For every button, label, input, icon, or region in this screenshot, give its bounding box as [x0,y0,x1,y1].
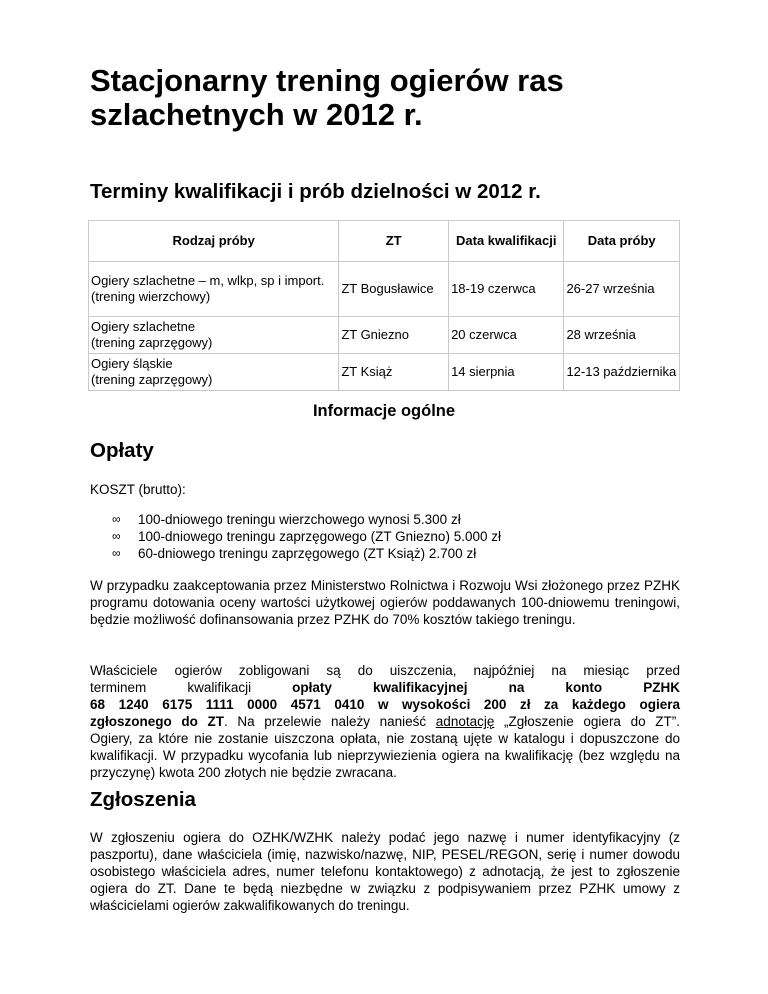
section-heading-oplaty: Opłaty [90,439,154,462]
cell-line: (trening wierzchowy) [91,289,211,304]
column-header-data-kwalifikacji: Data kwalifikacji [449,221,564,262]
cell-rodzaj [89,262,339,317]
table-header-row [89,221,680,262]
cell-rodzaj [89,354,339,391]
underlined-text: adnotację [435,714,495,729]
infinity-bullet-icon: ∞ [112,529,121,543]
table-row [89,354,680,391]
oplata-paragraph [90,662,680,781]
cell-zt: ZT Bogusławice [339,262,449,317]
cell-line: Ogiery śląskie [91,356,173,371]
cell-zt: ZT Książ [339,354,449,391]
cell-data-proby: 26-27 września [564,262,680,317]
column-header-zt: ZT [339,221,449,262]
info-heading: Informacje ogólne [312,402,456,420]
zgloszenia-paragraph: W zgłoszeniu ogiera do OZHK/WZHK należy podać jego nazwę i numer identyfikacyjny (z paszportu), dane właściciela (imię, nazwisko/nazwę, NIP, PESEL/REGON, serię i numer dowodu osobistego właściciela adres, numer telefonu kontaktowego) z adnotacją, że jest to zgłoszenie ogiera do ZT. Dane te będą niezbędne w związku z podpisywaniem przez PZHK umowy z właścicielami ogierów zakwalifikowanych do treningu. [90,830,680,913]
list-item [112,511,501,528]
line-text: terminem kwalifikacji [90,680,252,695]
section-heading-zgloszenia: Zgłoszenia [90,788,196,811]
cell-line: (trening zaprzęgowy) [91,335,213,350]
cell-data-kwalifikacji: 14 sierpnia [449,354,564,391]
cost-list [112,511,501,562]
document-title: Stacjonarny trening ogierów ras szlachetnych w 2012 r. [90,63,564,132]
column-header-data-proby: Data próby [564,221,680,262]
paragraph-line [90,679,680,696]
cell-data-proby: 12-13 października [564,354,680,391]
table-row [89,317,680,354]
list-item-text: 60-dniowego treningu zaprzęgowego (ZT Książ) 2.700 zł [138,546,477,561]
cell-line: Ogiery szlachetne [91,319,196,334]
paragraph-line [90,713,680,730]
column-header-rodzaj: Rodzaj próby [89,221,339,262]
infinity-bullet-icon: ∞ [112,512,121,526]
line-text: „Zgłoszenie ogiera do ZT”. [504,714,680,729]
list-item [112,528,501,545]
line-text: . Na przelewie należy nanieść [224,714,427,729]
cell-data-proby: 28 września [564,317,680,354]
cell-line: (trening zaprzęgowy) [91,372,213,387]
bank-account-line: 68 1240 6175 1111 0000 4571 0410 w wysokości 200 zł za każdego ogiera [90,697,680,712]
koszt-label: KOSZT (brutto): [90,482,186,497]
list-item-text: 100-dniowego treningu wierzchowego wynosi 5.300 zł [138,512,461,527]
schedule-table [88,220,680,391]
list-item [112,545,501,562]
list-item-text: 100-dniowego treningu zaprzęgowego (ZT Gniezno) 5.000 zł [138,529,501,544]
paragraph-rest: Ogiery, za które nie zostanie uiszczona opłata, nie zostaną ujęte w katalogu i dopuszczone do kwalifikacji. W przypadku wycofania lub nieprzywiezienia ogiera na kwalifikację (bez względu na przyczynę) kwota 200 złotych nie będzie zwracana. [90,731,680,780]
dofinansowanie-paragraph: W przypadku zaakceptowania przez Ministerstwo Rolnictwa i Rozwoju Wsi złożonego przez PZHK programu dotowania oceny wartości użytkowej ogierów poddawanych 100-dniowemu treningowi, będzie możliwość dofinansowania przez PZHK do 70% kosztów takiego treningu. [90,578,680,627]
line-bold-text: zgłoszonego do ZT [90,714,225,729]
line-bold-text: opłaty kwalifikacyjnej na konto PZHK [292,680,680,695]
cell-rodzaj [89,317,339,354]
cell-data-kwalifikacji: 18-19 czerwca [449,262,564,317]
infinity-bullet-icon: ∞ [112,546,121,560]
cell-data-kwalifikacji: 20 czerwca [449,317,564,354]
cell-line: Ogiery szlachetne – m, wlkp, sp i import. [91,273,325,288]
section-heading-terminy: Terminy kwalifikacji i prób dzielności w 2012 r. [90,180,541,203]
cell-zt: ZT Gniezno [339,317,449,354]
paragraph-line: Właściciele ogierów zobligowani są do uiszczenia, najpóźniej na miesiąc przed [90,663,680,678]
table-row [89,262,680,317]
